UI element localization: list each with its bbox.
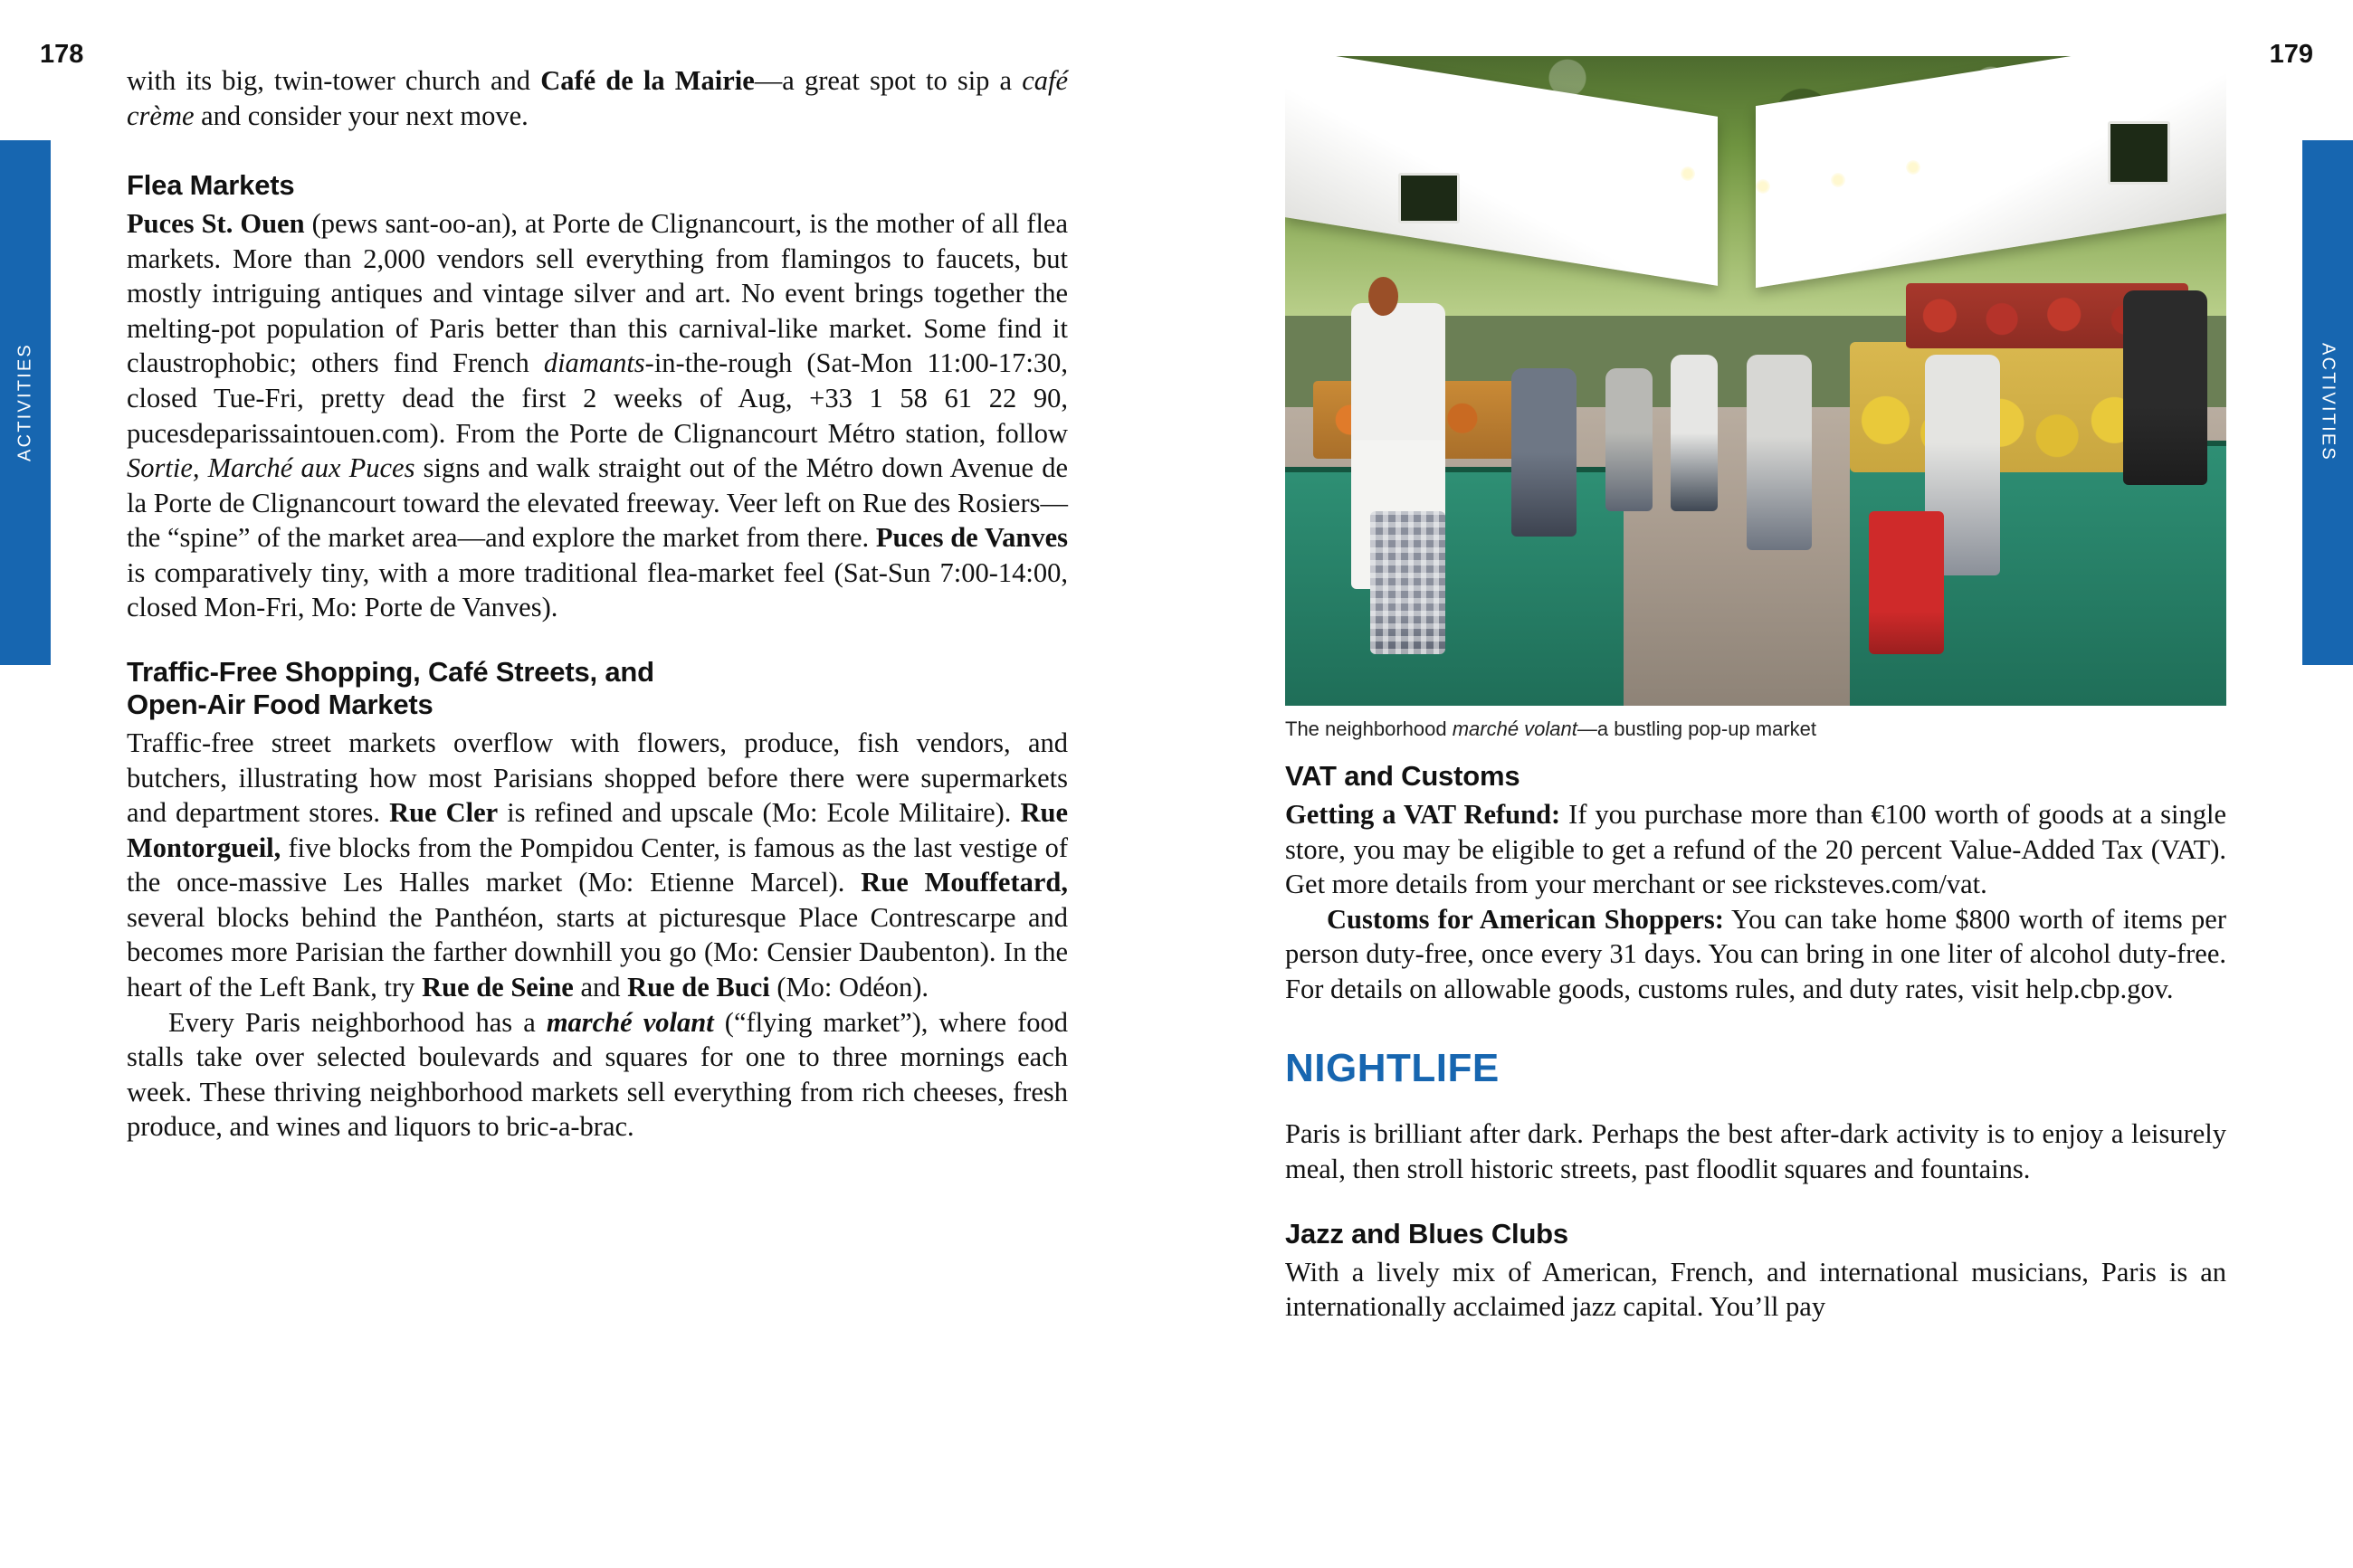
heading-nightlife: NIGHTLIFE [1285, 1046, 1500, 1091]
traffic-text-5: five blocks from the Pompidou Center, is famous as the last vestige of the once-massive Les Halles market (Mo: Etienne Marcel). [127, 832, 1068, 898]
photo-shopper-2 [1511, 368, 1577, 537]
heading-jazz-and-blues-clubs: Jazz and Blues Clubs [1285, 1217, 1568, 1250]
customs-lead-bold: Customs for American Shoppers: [1327, 903, 1724, 935]
rue-de-seine-bold: Rue de Seine [422, 972, 574, 1003]
rue-mouffetard-bold: Rue Mouffetard, [861, 867, 1068, 898]
intro-text-c: —a great spot to sip a [754, 65, 1023, 96]
flea-markets-paragraph [127, 206, 1068, 625]
cafe-creme-italic: café crème [127, 65, 1068, 131]
page-number-left: 178 [40, 40, 84, 69]
side-tab-label-right: ACTIVITIES [2318, 343, 2339, 461]
puces-st-ouen-bold: Puces St. Ouen [127, 208, 305, 240]
photo-red-shopping-cart [1869, 511, 1944, 654]
photo-vendor [2123, 290, 2208, 485]
flea-text-4: -in-the-rough (Sat-Mon 11:00-17:30, closed Tue-Fri, pretty dead the first 2 weeks of Aug, +33 1 58 61 22 90, pucesdeparissaintouen.com). From the Porte de Clignancourt Métro station, follow [127, 347, 1068, 449]
intro-text-a: with its big, twin-tower church and [127, 65, 541, 96]
photo-figure [1285, 56, 2226, 741]
flea-text-6: signs and walk straight out of the Métro down Avenue de la Porte de Clignancourt toward the elevated freeway. Veer left on Rue des Rosiers—the “spine” of the market area—and explore the market from there. [127, 452, 1069, 554]
customs-paragraph [1285, 902, 2226, 1007]
photo-string-light-1 [1681, 166, 1695, 181]
marche-text-3: (“flying market”), where food stalls take over selected boulevards and squares for one to three mornings each week. These thriving neighborhood markets sell everything from rich cheeses, fresh produce, and wines and liquors to bric-a-brac. [127, 1006, 1068, 1143]
sortie-marche-italic: Sortie, Marché aux Puces [127, 452, 415, 484]
cafe-de-la-mairie-bold: Café de la Mairie [540, 65, 755, 96]
marche-text-1: Every Paris neighborhood has a [168, 1006, 547, 1038]
photo-shopper-5 [1747, 355, 1813, 549]
page-number-right: 179 [2269, 40, 2313, 69]
photo-price-sign-left [1398, 173, 1460, 223]
vat-refund-lead-bold: Getting a VAT Refund: [1285, 798, 1561, 830]
traffic-text-9: and [573, 972, 628, 1003]
photo-caption [1285, 717, 2226, 741]
heading-vat-and-customs: VAT and Customs [1285, 760, 1520, 792]
traffic-text-1: Traffic-free street markets overflow with flowers, produce, fish vendors, and butchers, illustrating how most Parisians shopped before there were supermarkets and department stores. [127, 727, 1068, 829]
heading-traffic-line1: Traffic-Free Shopping, Café Streets, and [127, 656, 654, 689]
traffic-free-paragraph [127, 726, 1068, 1005]
photo-shopper-1-head [1368, 277, 1398, 316]
flea-text-8: is comparatively tiny, with a more traditional flea-market feel (Sat-Sun 7:00-14:00, closed Mon-Fri, Mo: Porte de Vanves). [127, 556, 1068, 623]
marche-volant-bold-italic: marché volant [546, 1006, 714, 1038]
traffic-text-11: (Mo: Odéon). [769, 972, 929, 1003]
left-page-column [127, 63, 1068, 1145]
heading-traffic-free-shopping [127, 656, 1068, 721]
caption-marche-volant-italic: marché volant [1452, 717, 1577, 740]
caption-text-3: —a bustling pop-up market [1577, 717, 1817, 740]
photo-plaid-shopping-cart [1370, 511, 1445, 654]
traffic-text-3: is refined and upscale (Mo: Ecole Militaire). [498, 797, 1021, 829]
vat-refund-text: If you purchase more than €100 worth of goods at a single store, you may be eligible to get a refund of the 20 percent Value-Added Tax (VAT). Get more details from your merchant or see ricksteves.com/vat. [1285, 798, 2227, 900]
customs-text: You can take home $800 worth of items per person duty-free, once every 31 days. You can bring in one liter of alcohol duty-free. For details on allowable goods, customs rules, and duty rates, visit help.cbp.gov. [1285, 903, 2226, 1004]
jazz-paragraph: With a lively mix of American, French, and international musicians, Paris is an internationally acclaimed jazz capital. You’ll pay [1285, 1256, 2226, 1323]
rue-cler-bold: Rue Cler [389, 797, 499, 829]
photo-shopper-3 [1605, 368, 1653, 511]
photo-shopper-4 [1671, 355, 1718, 510]
nightlife-intro-paragraph: Paris is brilliant after dark. Perhaps the best after-dark activity is to enjoy a leisurely meal, then stroll historic streets, past floodlit squares and fountains. [1285, 1118, 2226, 1184]
side-tab-activities-left [0, 140, 51, 665]
market-photo [1285, 56, 2226, 706]
caption-text-1: The neighborhood [1285, 717, 1453, 740]
photo-price-sign-right [2108, 121, 2169, 185]
heading-traffic-line2: Open-Air Food Markets [127, 689, 433, 720]
puces-de-vanves-bold: Puces de Vanves [875, 522, 1068, 554]
intro-paragraph [127, 63, 1068, 133]
rue-de-buci-bold: Rue de Buci [627, 972, 770, 1003]
side-tab-label-left: ACTIVITIES [14, 343, 35, 461]
rue-montorgueil-bold: Rue Montorgueil, [127, 797, 1068, 863]
heading-flea-markets: Flea Markets [127, 169, 295, 202]
right-page-column [1285, 760, 2226, 1325]
intro-text-e: and consider your next move. [194, 100, 529, 131]
flea-text-2: (pews sant-oo-an), at Porte de Clignancourt, is the mother of all flea markets. More than 2,000 vendors sell everything from flamingos to faucets, but mostly intriguing antiques and vintage silver and art. No event brings together the melting-pot population of Paris better than this carnival-like market. Some find it claustrophobic; others find French [127, 208, 1068, 379]
traffic-text-7: several blocks behind the Panthéon, starts at picturesque Place Contrescarpe and becomes more Parisian the farther downhill you go (Mo: Censier Daubenton). In the heart of the Left Bank, try [127, 901, 1068, 1003]
marche-volant-paragraph [127, 1005, 1068, 1145]
side-tab-activities-right [2302, 140, 2353, 665]
diamants-italic: diamants [543, 347, 645, 379]
vat-refund-paragraph [1285, 797, 2226, 902]
